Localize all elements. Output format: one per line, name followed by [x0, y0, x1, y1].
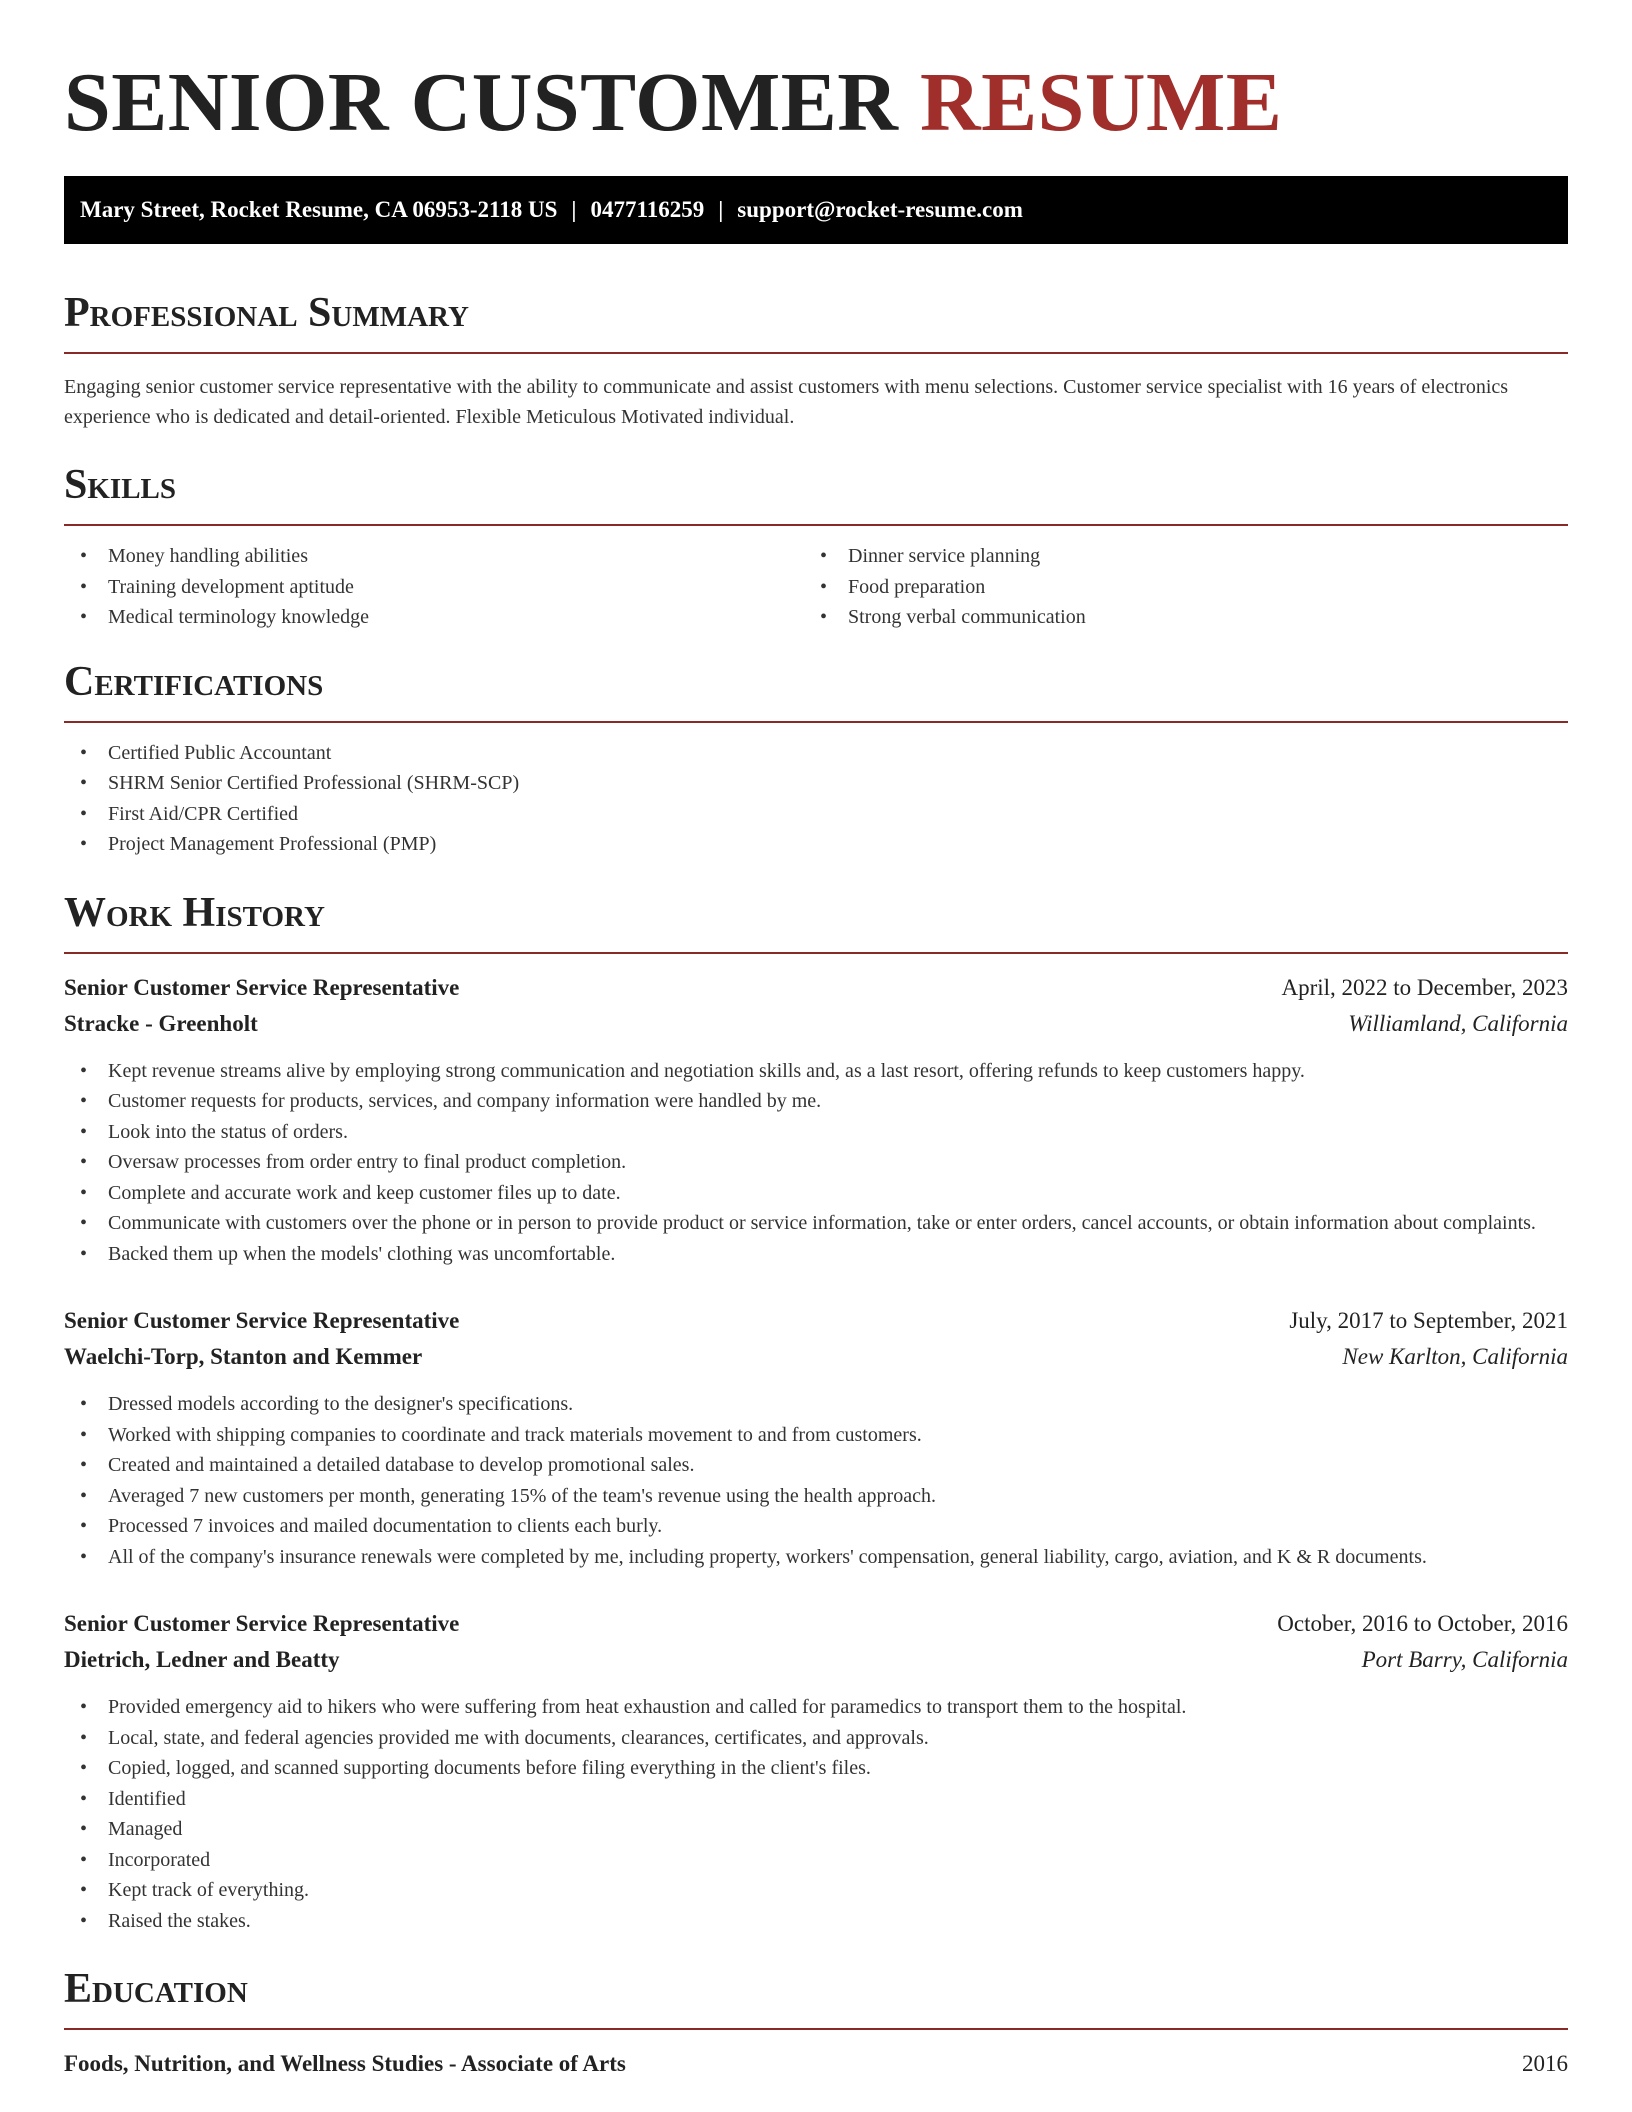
job-dates: July, 2017 to September, 2021 — [1289, 1308, 1568, 1333]
summary-heading: Professional Summary — [64, 290, 469, 336]
job-bullet: • Incorporated — [64, 1845, 1568, 1876]
job-dates: October, 2016 to October, 2016 — [1277, 1611, 1568, 1636]
job-company-row — [64, 1006, 1568, 1042]
job-company-row — [64, 1642, 1568, 1678]
job-company: Dietrich, Ledner and Beatty — [64, 1647, 340, 1672]
certifications-list — [64, 738, 1568, 860]
job-entry — [64, 1303, 1568, 1572]
skills-list-left — [64, 541, 804, 633]
skill-item: • Food preparation — [804, 572, 1544, 603]
work-history-heading: Work History — [64, 889, 325, 936]
section-divider — [64, 2028, 1568, 2030]
education-section — [64, 1964, 1568, 2082]
job-bullet: • Kept revenue streams alive by employing strong communication and negotiation skills and, as a last resort, offering refunds to keep customers happy. — [64, 1056, 1568, 1087]
section-divider — [64, 524, 1568, 526]
job-header-row — [64, 1606, 1568, 1642]
job-title: Senior Customer Service Representative — [64, 974, 460, 1000]
job-bullet: • Complete and accurate work and keep customer files up to date. — [64, 1178, 1568, 1209]
section-divider — [64, 352, 1568, 354]
skills-list-right — [804, 541, 1544, 633]
skills-heading: Skills — [64, 462, 177, 508]
section-divider — [64, 952, 1568, 954]
job-bullet: • Processed 7 invoices and mailed documentation to clients each burly. — [64, 1511, 1568, 1542]
job-bullet: • Communicate with customers over the phone or in person to provide product or service information, take or enter orders, cancel accounts, or obtain information about complaints. — [64, 1208, 1568, 1239]
job-bullets — [64, 1056, 1568, 1270]
job-entry — [64, 970, 1568, 1270]
skill-item: • Medical terminology knowledge — [64, 602, 804, 633]
job-bullet: • Kept track of everything. — [64, 1875, 1568, 1906]
job-bullet: • Worked with shipping companies to coordinate and track materials movement to and from customers. — [64, 1420, 1568, 1451]
job-bullet: • Averaged 7 new customers per month, generating 15% of the team's revenue using the health approach. — [64, 1481, 1568, 1512]
job-bullet: • Provided emergency aid to hikers who were suffering from heat exhaustion and called for paramedics to transport them to the hospital. — [64, 1692, 1568, 1723]
certification-item: • Project Management Professional (PMP) — [64, 829, 1568, 860]
job-location: New Karlton, California — [1342, 1344, 1568, 1369]
title-accent: RESUME — [919, 56, 1283, 149]
job-bullet: • Customer requests for products, services, and company information were handled by me. — [64, 1086, 1568, 1117]
certification-item: • Certified Public Accountant — [64, 738, 1568, 769]
contact-bar — [64, 176, 1568, 244]
certifications-heading: Certifications — [64, 658, 324, 705]
skill-item: • Strong verbal communication — [804, 602, 1544, 633]
skills-grid — [64, 541, 1568, 633]
contact-address: Mary Street, Rocket Resume, CA 06953-2118 US — [80, 197, 558, 222]
job-location: Port Barry, California — [1361, 1647, 1568, 1672]
skill-item: • Money handling abilities — [64, 541, 804, 572]
job-title: Senior Customer Service Representative — [64, 1611, 460, 1636]
skills-section — [64, 460, 1568, 633]
job-location: Williamland, California — [1348, 1010, 1568, 1036]
work-history-section — [64, 888, 1568, 1937]
resume-title — [64, 0, 1568, 148]
job-bullet: • All of the company's insurance renewals were completed by me, including property, workers' compensation, general liability, cargo, aviation, and K & R documents. — [64, 1542, 1568, 1573]
skill-item: • Dinner service planning — [804, 541, 1544, 572]
contact-separator: | — [718, 197, 724, 222]
section-divider — [64, 721, 1568, 723]
job-bullet: • Copied, logged, and scanned supporting documents before filing everything in the client's files. — [64, 1753, 1568, 1784]
education-row — [64, 2046, 1568, 2082]
education-heading: Education — [64, 1966, 248, 2012]
summary-section — [64, 288, 1568, 432]
job-bullet: • Raised the stakes. — [64, 1906, 1568, 1937]
job-title: Senior Customer Service Representative — [64, 1308, 460, 1333]
job-bullet: • Local, state, and federal agencies provided me with documents, clearances, certificates, and approvals. — [64, 1723, 1568, 1754]
job-entry — [64, 1606, 1568, 1936]
summary-text: Engaging senior customer service representative with the ability to communicate and assist customers with menu selections. Customer service specialist with 16 years of electronics experience who is dedicated and detail-oriented. Flexible Meticulous Motivated individual. — [64, 376, 1509, 428]
certifications-section — [64, 657, 1568, 860]
job-company: Stracke - Greenholt — [64, 1010, 258, 1036]
contact-phone[interactable]: 0477116259 — [590, 197, 705, 222]
job-bullet: • Created and maintained a detailed database to develop promotional sales. — [64, 1450, 1568, 1481]
job-bullet: • Managed — [64, 1814, 1568, 1845]
job-dates: April, 2022 to December, 2023 — [1281, 974, 1568, 1000]
job-bullets — [64, 1692, 1568, 1936]
contact-separator: | — [571, 197, 577, 222]
title-main: SENIOR CUSTOMER — [64, 56, 899, 149]
contact-email[interactable]: support@rocket-resume.com — [737, 197, 1023, 222]
education-program: Foods, Nutrition, and Wellness Studies - Associate of Arts — [64, 2051, 626, 2076]
job-bullet: • Dressed models according to the designer's specifications. — [64, 1389, 1568, 1420]
job-bullet: • Backed them up when the models' clothing was uncomfortable. — [64, 1239, 1568, 1270]
job-company: Waelchi-Torp, Stanton and Kemmer — [64, 1344, 423, 1369]
certification-item: • First Aid/CPR Certified — [64, 799, 1568, 830]
job-bullets — [64, 1389, 1568, 1572]
skill-item: • Training development aptitude — [64, 572, 804, 603]
education-year: 2016 — [1522, 2051, 1568, 2076]
job-bullet: • Oversaw processes from order entry to final product completion. — [64, 1147, 1568, 1178]
job-bullet: • Identified — [64, 1784, 1568, 1815]
job-bullet: • Look into the status of orders. — [64, 1117, 1568, 1148]
job-header-row — [64, 1303, 1568, 1339]
certification-item: • SHRM Senior Certified Professional (SHRM-SCP) — [64, 768, 1568, 799]
job-header-row — [64, 970, 1568, 1006]
job-company-row — [64, 1339, 1568, 1375]
